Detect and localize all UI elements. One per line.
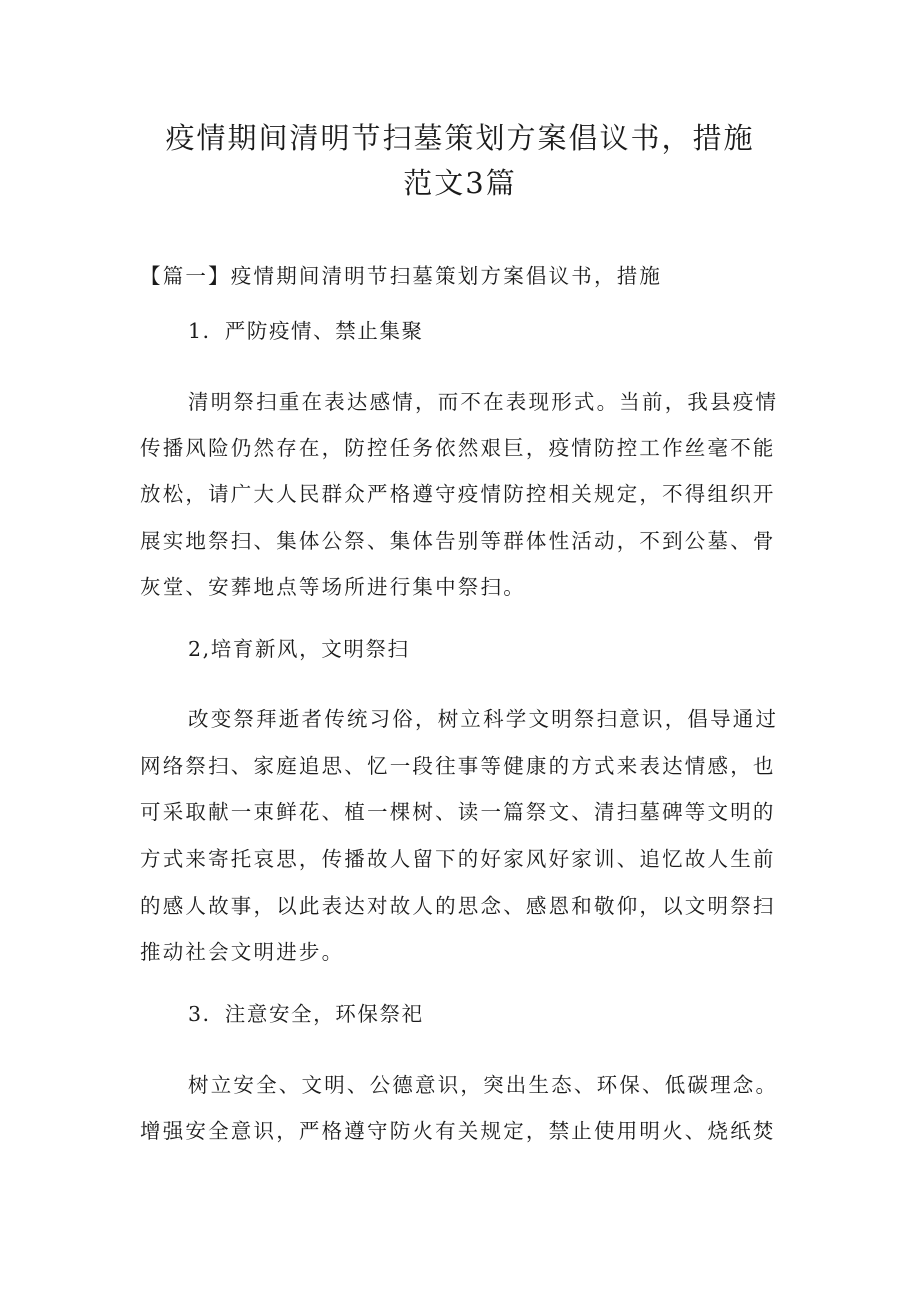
chapter-heading: 【篇一】疫情期间清明节扫墓策划方案倡议书，措施 [140, 264, 663, 288]
section-2-line-5: 的感人故事，以此表达对故人的思念、感恩和敬仰，以文明祭扫 [140, 894, 776, 918]
section-3-line-1: 树立安全、文明、公德意识，突出生态、环保、低碳理念。 [188, 1073, 779, 1097]
section-3-heading: 3．注意安全，环保祭祀 [188, 1002, 424, 1026]
section-2-line-2: 网络祭扫、家庭追思、忆一段往事等健康的方式来表达情感，也 [140, 754, 776, 778]
section-1-line-4: 展实地祭扫、集体公祭、集体告别等群体性活动，不到公墓、骨 [140, 529, 776, 553]
section-2-line-3: 可采取献一束鲜花、植一棵树、读一篇祭文、清扫墓碑等文明的 [140, 800, 776, 824]
document-title-line-2: 范文3篇 [403, 166, 517, 200]
section-1-heading: 1．严防疫情、禁止集聚 [188, 319, 424, 343]
section-2-line-6: 推动社会文明进步。 [140, 940, 345, 964]
section-1-line-3: 放松，请广大人民群众严格遵守疫情防控相关规定，不得组织开 [140, 482, 776, 506]
section-2-line-1: 改变祭拜逝者传统习俗，树立科学文明祭扫意识，倡导通过 [188, 707, 779, 731]
section-3-line-2: 增强安全意识，严格遵守防火有关规定，禁止使用明火、烧纸焚 [140, 1119, 776, 1143]
section-1-line-2: 传播风险仍然存在，防控任务依然艰巨，疫情防控工作丝毫不能 [140, 436, 776, 460]
section-2-heading: 2,培育新风，文明祭扫 [188, 637, 410, 661]
section-2-line-4: 方式来寄托哀思，传播故人留下的好家风好家训、追忆故人生前 [140, 847, 776, 871]
section-1-line-5: 灰堂、安葬地点等场所进行集中祭扫。 [140, 575, 526, 599]
section-1-line-1: 清明祭扫重在表达感情，而不在表现形式。当前，我县疫情 [188, 390, 779, 414]
document-title-line-1: 疫情期间清明节扫墓策划方案倡议书，措施 [165, 121, 755, 155]
